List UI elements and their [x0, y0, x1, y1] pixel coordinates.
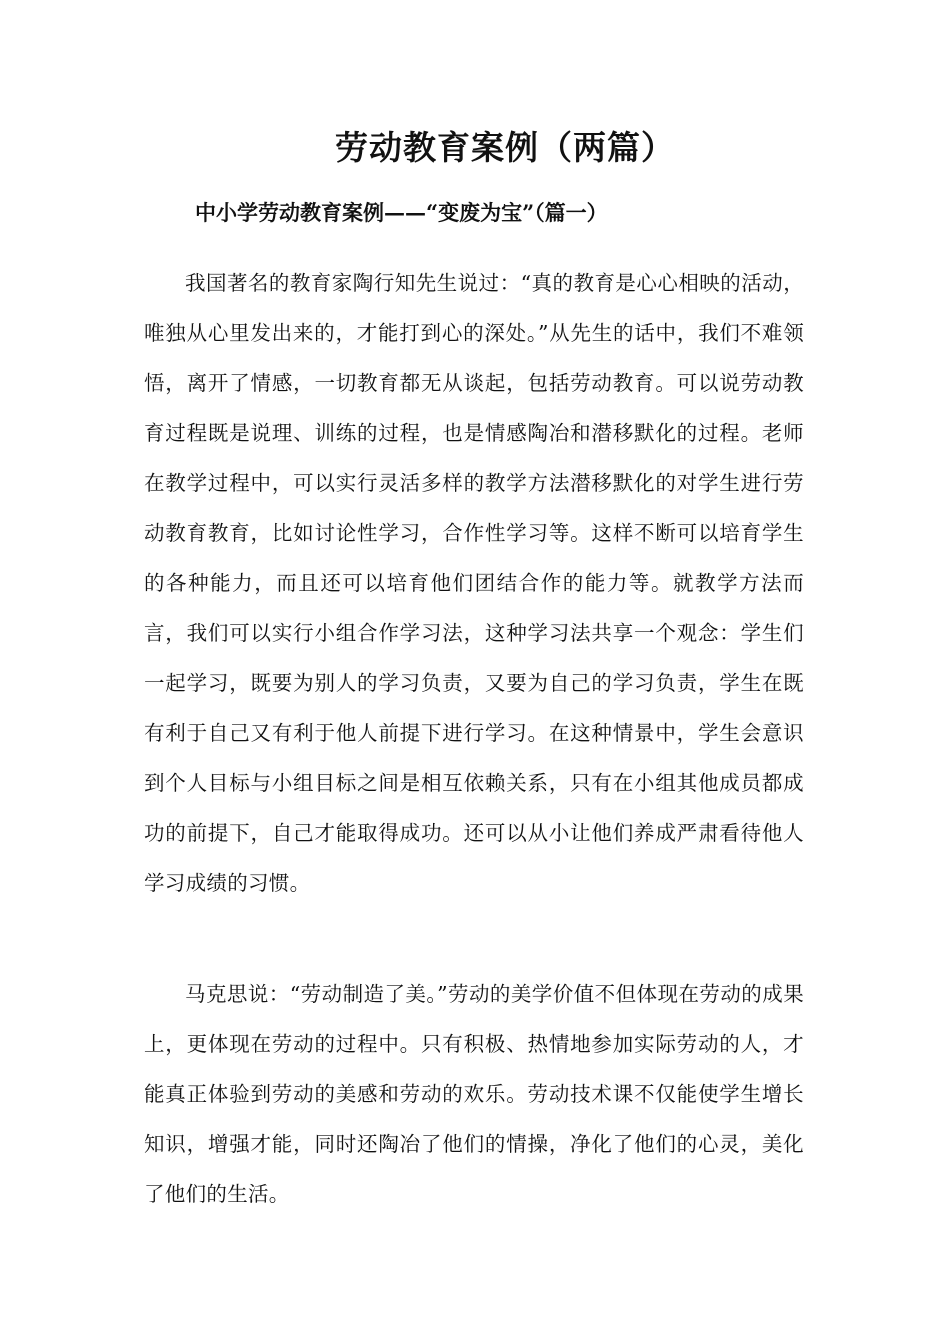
section-subtitle: 中小学劳动教育案例——“变废为宝”（篇一）: [195, 200, 608, 225]
body-paragraph: 我国著名的教育家陶行知先生说过：“真的教育是心心相映的活动，唯独从心里发出来的，才能打到心的深处。”从先生的话中，我们不难领悟，离开了情感，一切教育都无从谈起，包括劳动教育。可以说劳动教育过程既是说理、训练的过程，也是情感陶冶和潜移默化的过程。老师在教学过程中，可以实行灵活多样的教学方法潜移默化的对学生进行劳动教育教育，比如讨论性学习，合作性学习等。这样不断可以培育学生的各种能力，而且还可以培育他们团结合作的能力等。就教学方法而言，我们可以实行小组合作学习法，这种学习法共享一个观念：学生们一起学习，既要为别人的学习负责，又要为自己的学习负责，学生在既有利于自己又有利于他人前提下进行学习。在这种情景中，学生会意识到个人目标与小组目标之间是相互依赖关系，只有在小组其他成员都成功的前提下，自己才能取得成功。还可以从小让他们养成严肃看待他人学习成绩的习惯。: [144, 271, 804, 895]
document-title: 劳动教育案例（两篇）: [335, 128, 675, 167]
body-paragraph: 马克思说：“劳动制造了美。”劳动的美学价值不但体现在劳动的成果上，更体现在劳动的过程中。只有积极、热情地参加实际劳动的人，才能真正体验到劳动的美感和劳动的欢乐。劳动技术课不仅能使学生增长知识，增强才能，同时还陶冶了他们的情操，净化了他们的心灵，美化了他们的生活。: [144, 982, 804, 1206]
